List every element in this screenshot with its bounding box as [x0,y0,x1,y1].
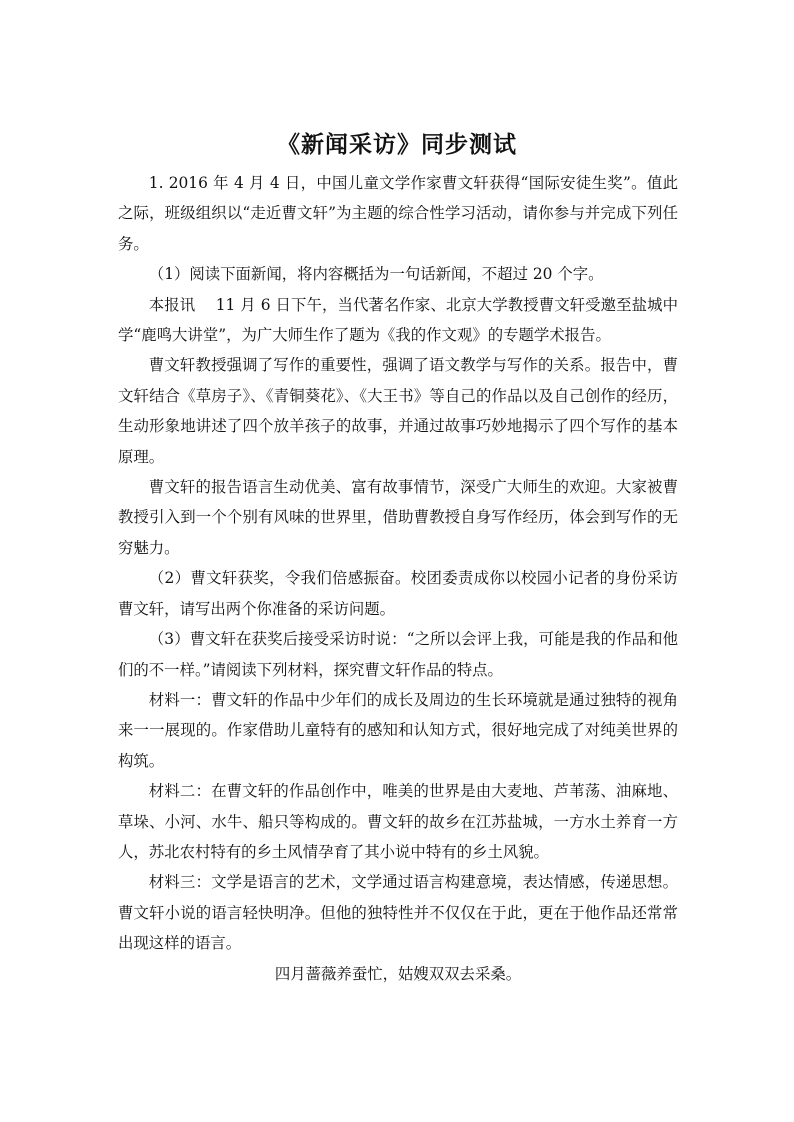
news-paragraph-3: 曹文轩的报告语言生动优美、富有故事情节，深受广大师生的欢迎。大家被曹教授引入到一个个别有风味的世界里，借助曹教授自身写作经历，体会到写作的无穷魅力。 [118,478,678,557]
poem-line: 四月蔷薇养蚕忙，姑嫂双双去采桑。 [274,964,522,983]
question-1-intro: 1. 2016 年 4 月 4 日，中国儿童文学作家曹文轩获得“国际安徒生奖”。值此之际，班级组织以“走近曹文轩”为主题的综合性学习活动，请你参与并完成下列任务。 [118,174,678,253]
news-paragraph-1: 本报讯 11 月 6 日下午，当代著名作家、北京大学教授曹文轩受邀至盐城中学“鹿鸣大讲堂”，为广大师生作了题为《我的作文观》的专题学术报告。 [118,295,678,345]
document-title: 《新闻采访》同步测试 [277,131,517,158]
task-3-instruction: （3）曹文轩在获奖后接受采访时说：“之所以会评上我，可能是我的作品和他们的不一样。”请阅读下列材料，探究曹文轩作品的特点。 [118,630,678,679]
task-2-instruction: （2）曹文轩获奖，令我们倍感振奋。校团委责成你以校园小记者的身份采访曹文轩，请写出两个你准备的采访问题。 [118,569,678,618]
news-paragraph-2: 曹文轩教授强调了写作的重要性，强调了语文教学与写作的关系。报告中，曹文轩结合《草房子》、《青铜葵花》、《大王书》等自己的作品以及自己创作的经历，生动形象地讲述了四个放羊孩子的故事，并通过故事巧妙地揭示了四个写作的基本原理。 [118,356,678,466]
document-body [118,168,678,989]
material-2: 材料二：在曹文轩的作品创作中，唯美的世界是由大麦地、芦苇荡、油麻地、草垛、小河、水牛、船只等构成的。曹文轩的故乡在江苏盐城，一方水土养育一方人，苏北农村特有的乡土风情孕育了其小说中特有的乡土风貌。 [118,782,678,861]
material-1: 材料一：曹文轩的作品中少年们的成长及周边的生长环境就是通过独特的视角来一一展现的。作家借助儿童特有的感知和认知方式，很好地完成了对纯美世界的构筑。 [118,690,678,770]
task-1-instruction: （1）阅读下面新闻，将内容概括为一句话新闻，不超过 20 个字。 [148,265,604,284]
material-3: 材料三：文学是语言的艺术，文学通过语言构建意境，表达情感，传递思想。曹文轩小说的语言轻快明净。但他的独特性并不仅仅在于此，更在于他作品还常常出现这样的语言。 [118,873,678,953]
